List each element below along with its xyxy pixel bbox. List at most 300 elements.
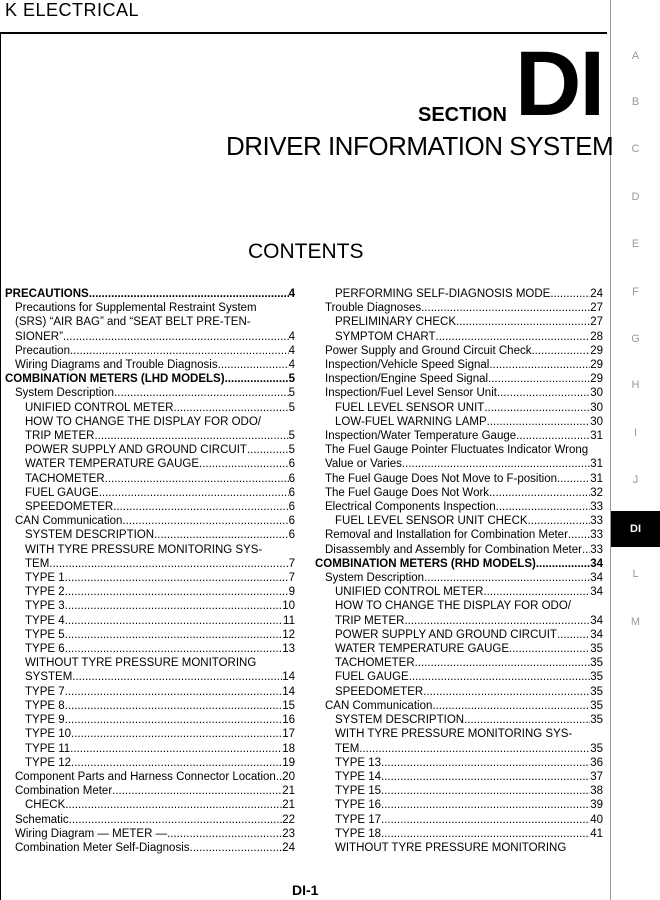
toc-entry-page: 14 bbox=[282, 671, 295, 684]
toc-entry[interactable] bbox=[5, 330, 295, 344]
toc-entry[interactable] bbox=[5, 628, 295, 642]
toc-leader-dots bbox=[65, 628, 283, 642]
toc-entry-page: 6 bbox=[288, 486, 295, 499]
toc-leader-dots bbox=[487, 415, 591, 429]
toc-entry[interactable] bbox=[315, 543, 603, 557]
toc-entry-title: TYPE 14 bbox=[335, 770, 382, 783]
toc-entry-page: 9 bbox=[288, 586, 295, 599]
toc-entry[interactable] bbox=[5, 287, 295, 301]
toc-entry-title: TYPE 5 bbox=[25, 628, 65, 641]
toc-entry-title: System Description bbox=[325, 572, 425, 585]
toc-entry-page: 5 bbox=[288, 387, 295, 400]
toc-entry[interactable] bbox=[315, 827, 603, 841]
toc-leader-dots bbox=[154, 528, 289, 542]
toc-entry-page: 6 bbox=[288, 458, 295, 471]
contents-title: CONTENTS bbox=[248, 240, 364, 263]
toc-entry-title: Inspection/Fuel Level Sensor Unit bbox=[325, 387, 497, 400]
toc-entry[interactable] bbox=[315, 770, 603, 784]
toc-leader-dots bbox=[359, 742, 590, 756]
toc-entry[interactable] bbox=[315, 670, 603, 684]
toc-entry[interactable] bbox=[315, 713, 603, 727]
toc-entry[interactable] bbox=[315, 656, 603, 670]
toc-entry-title: TYPE 8 bbox=[25, 699, 65, 712]
toc-leader-dots bbox=[381, 770, 590, 784]
toc-entry[interactable] bbox=[315, 358, 603, 372]
toc-entry[interactable] bbox=[5, 713, 295, 727]
toc-leader-dots bbox=[199, 457, 289, 471]
toc-entry-page: 34 bbox=[590, 586, 603, 599]
toc-entry-page: 24 bbox=[590, 288, 603, 300]
toc-entry-page: 41 bbox=[590, 827, 603, 840]
toc-entry-title: The Fuel Gauge Pointer Fluctuates Indicator Wrong bbox=[325, 444, 589, 457]
toc-leader-dots bbox=[483, 585, 590, 599]
toc-entry[interactable] bbox=[315, 401, 603, 415]
toc-entry-title: Precaution bbox=[15, 344, 70, 357]
toc-entry-page: 33 bbox=[590, 501, 603, 514]
toc-entry-title: FUEL GAUGE bbox=[335, 671, 409, 684]
toc-entry-page: 34 bbox=[590, 557, 603, 570]
section-tab-d[interactable]: D bbox=[631, 191, 640, 203]
toc-entry-title: WATER TEMPERATURE GAUGE bbox=[335, 643, 510, 656]
toc-entry-title: SPEEDOMETER bbox=[335, 685, 424, 698]
toc-entry[interactable] bbox=[315, 301, 603, 315]
toc-entry-page: 7 bbox=[288, 572, 295, 585]
toc-entry-title: TYPE 16 bbox=[335, 799, 382, 812]
toc-entry[interactable] bbox=[5, 358, 295, 372]
toc-entry-title: COMBINATION METERS (LHD MODELS) bbox=[5, 373, 225, 386]
toc-leader-dots bbox=[560, 472, 590, 486]
toc-entry-title: TYPE 6 bbox=[25, 643, 65, 656]
toc-entry-page: 5 bbox=[288, 444, 295, 457]
toc-entry[interactable] bbox=[315, 457, 603, 471]
toc-entry-title: SYSTEM DESCRIPTION bbox=[335, 714, 465, 727]
toc-entry[interactable] bbox=[315, 642, 603, 656]
toc-entry-page: 34 bbox=[590, 614, 603, 627]
toc-entry-page: 6 bbox=[288, 501, 295, 514]
toc-entry[interactable] bbox=[315, 585, 603, 599]
toc-leader-dots bbox=[225, 372, 289, 386]
toc-entry-title: TRIP METER bbox=[335, 614, 405, 627]
toc-entry-title: TACHOMETER bbox=[25, 472, 105, 485]
toc-entry-page: 21 bbox=[282, 799, 295, 812]
toc-entry[interactable] bbox=[5, 500, 295, 514]
toc-entry-title: TYPE 15 bbox=[335, 785, 382, 798]
toc-entry[interactable] bbox=[315, 386, 603, 400]
toc-leader-dots bbox=[536, 557, 590, 571]
toc-leader-dots bbox=[432, 699, 590, 713]
toc-leader-dots bbox=[122, 514, 288, 528]
toc-leader-dots bbox=[488, 372, 590, 386]
toc-entry-title: Inspection/Vehicle Speed Signal bbox=[325, 359, 490, 372]
toc-entry-page: 4 bbox=[288, 288, 295, 300]
toc-entry-title: HOW TO CHANGE THE DISPLAY FOR ODO/ bbox=[335, 600, 572, 613]
toc-right-column bbox=[315, 287, 603, 855]
toc-entry-title: PRELIMINARY CHECK bbox=[335, 316, 456, 329]
toc-entry-title: WITHOUT TYRE PRESSURE MONITORING bbox=[25, 657, 257, 670]
toc-leader-dots bbox=[72, 670, 282, 684]
toc-entry[interactable] bbox=[315, 514, 603, 528]
toc-entry[interactable] bbox=[5, 472, 295, 486]
toc-entry[interactable] bbox=[315, 372, 603, 386]
toc-leader-dots bbox=[566, 841, 603, 855]
toc-entry[interactable] bbox=[315, 287, 603, 301]
toc-entry[interactable] bbox=[5, 670, 295, 684]
toc-entry-title: TEM bbox=[335, 742, 360, 755]
toc-entry-page: 36 bbox=[590, 756, 603, 769]
toc-entry[interactable] bbox=[5, 443, 295, 457]
toc-entry-page: 35 bbox=[590, 671, 603, 684]
toc-leader-dots bbox=[65, 713, 283, 727]
toc-leader-dots bbox=[568, 528, 590, 542]
toc-leader-dots bbox=[257, 301, 295, 315]
toc-entry[interactable] bbox=[315, 571, 603, 585]
toc-entry-title: POWER SUPPLY AND GROUND CIRCUIT bbox=[335, 628, 557, 641]
toc-entry-page: 21 bbox=[282, 785, 295, 798]
toc-entry-title: SPEEDOMETER bbox=[25, 501, 114, 514]
toc-entry-title: TYPE 9 bbox=[25, 714, 65, 727]
toc-entry-title: TYPE 7 bbox=[25, 685, 65, 698]
toc-entry-title: System Description bbox=[15, 387, 115, 400]
toc-entry-title: FUEL GAUGE bbox=[25, 486, 99, 499]
toc-left-column bbox=[5, 287, 295, 855]
toc-leader-dots bbox=[218, 358, 289, 372]
toc-entry-title: CAN Communication bbox=[325, 699, 433, 712]
toc-entry[interactable] bbox=[315, 599, 603, 613]
toc-entry[interactable] bbox=[315, 685, 603, 699]
toc-leader-dots bbox=[381, 827, 590, 841]
toc-entry-page: 18 bbox=[282, 742, 295, 755]
toc-leader-dots bbox=[464, 713, 590, 727]
toc-entry-title: CHECK bbox=[25, 799, 66, 812]
toc-entry-page: 35 bbox=[590, 742, 603, 755]
toc-entry-title: Inspection/Engine Speed Signal bbox=[325, 373, 489, 386]
toc-entry[interactable] bbox=[5, 344, 295, 358]
toc-leader-dots bbox=[70, 344, 289, 358]
toc-entry-page: 30 bbox=[590, 401, 603, 414]
section-tab-m[interactable]: M bbox=[630, 616, 641, 628]
toc-entry-title: TRIP METER bbox=[25, 430, 95, 443]
toc-leader-dots bbox=[71, 727, 282, 741]
toc-entry-page: 38 bbox=[590, 785, 603, 798]
toc-entry-page: 4 bbox=[288, 359, 295, 372]
section-index-sidebar bbox=[611, 0, 660, 900]
toc-entry-page: 34 bbox=[590, 628, 603, 641]
toc-entry-title: Component Parts and Harness Connector Location bbox=[15, 770, 276, 783]
toc-entry-title: SIONER” bbox=[15, 330, 63, 343]
toc-entry-page: 35 bbox=[590, 685, 603, 698]
toc-entry-page: 4 bbox=[288, 344, 295, 357]
toc-entry-page: 15 bbox=[282, 699, 295, 712]
toc-entry-title: The Fuel Gauge Does Not Move to F-position. bbox=[325, 472, 561, 485]
toc-leader-dots bbox=[531, 344, 590, 358]
toc-entry[interactable] bbox=[5, 770, 295, 784]
toc-entry-title: TEM bbox=[25, 557, 50, 570]
toc-entry-title: COMBINATION METERS (RHD MODELS) bbox=[315, 557, 536, 570]
toc-leader-dots bbox=[167, 827, 282, 841]
toc-entry-page: 29 bbox=[590, 373, 603, 386]
toc-entry-page: 12 bbox=[282, 628, 295, 641]
toc-entry-title: TYPE 17 bbox=[335, 813, 382, 826]
toc-entry[interactable] bbox=[315, 472, 603, 486]
toc-entry-page: 16 bbox=[282, 714, 295, 727]
toc-entry-page: 5 bbox=[288, 373, 295, 386]
toc-entry-page: 6 bbox=[288, 472, 295, 485]
toc-entry-page: 39 bbox=[590, 799, 603, 812]
toc-entry[interactable] bbox=[5, 699, 295, 713]
toc-entry[interactable] bbox=[5, 841, 295, 855]
section-code: DI bbox=[515, 33, 603, 135]
toc-leader-dots bbox=[528, 514, 591, 528]
toc-entry[interactable] bbox=[315, 315, 603, 329]
toc-leader-dots bbox=[65, 699, 283, 713]
toc-entry[interactable] bbox=[5, 827, 295, 841]
toc-entry-title: HOW TO CHANGE THE DISPLAY FOR ODO/ bbox=[25, 415, 262, 428]
toc-entry-title: TYPE 4 bbox=[25, 614, 65, 627]
toc-entry[interactable] bbox=[315, 486, 603, 500]
toc-leader-dots bbox=[421, 301, 590, 315]
toc-entry-page: 32 bbox=[590, 486, 603, 499]
toc-leader-dots bbox=[404, 614, 590, 628]
section-tab-a[interactable]: A bbox=[631, 50, 640, 62]
toc-leader-dots bbox=[49, 557, 288, 571]
toc-leader-dots bbox=[94, 429, 288, 443]
toc-entry[interactable] bbox=[315, 628, 603, 642]
toc-entry[interactable] bbox=[5, 642, 295, 656]
toc-entry-title: TYPE 11 bbox=[25, 742, 71, 755]
toc-entry-title: Wiring Diagrams and Trouble Diagnosis bbox=[15, 359, 218, 372]
toc-entry-page: 27 bbox=[590, 316, 603, 329]
page-number: DI-1 bbox=[292, 882, 319, 898]
toc-leader-dots bbox=[65, 599, 283, 613]
toc-leader-dots bbox=[247, 443, 289, 457]
toc-entry[interactable] bbox=[315, 344, 603, 358]
toc-entry-page: 33 bbox=[590, 515, 603, 528]
header-label: K ELECTRICAL bbox=[5, 0, 140, 20]
toc-entry-title: PRECAUTIONS bbox=[5, 288, 89, 300]
toc-entry-page: 10 bbox=[282, 600, 295, 613]
toc-entry-title: TYPE 1 bbox=[25, 572, 65, 585]
toc-leader-dots bbox=[557, 628, 590, 642]
toc-entry[interactable] bbox=[315, 443, 603, 457]
toc-entry-title: WITH TYRE PRESSURE MONITORING SYS- bbox=[25, 543, 263, 556]
toc-entry-title: TYPE 10 bbox=[25, 728, 72, 741]
left-rule bbox=[0, 32, 1, 900]
toc-entry-title: Schematic bbox=[15, 813, 69, 826]
section-tab-f[interactable]: F bbox=[632, 286, 639, 298]
toc-entry-title: (SRS) “AIR BAG” and “SEAT BELT PRE-TEN- bbox=[15, 316, 251, 329]
toc-entry[interactable] bbox=[315, 330, 603, 344]
toc-entry[interactable] bbox=[5, 685, 295, 699]
toc-entry[interactable] bbox=[5, 742, 295, 756]
toc-entry-page: 30 bbox=[590, 415, 603, 428]
toc-entry[interactable] bbox=[315, 727, 603, 741]
toc-entry-page: 20 bbox=[282, 770, 295, 783]
toc-leader-dots bbox=[251, 315, 295, 329]
section-title: DRIVER INFORMATION SYSTEM bbox=[226, 131, 614, 161]
toc-entry[interactable] bbox=[5, 585, 295, 599]
toc-entry-title: Power Supply and Ground Circuit Check bbox=[325, 344, 532, 357]
toc-entry[interactable] bbox=[5, 315, 295, 329]
toc-entry-page: 4 bbox=[288, 330, 295, 343]
toc-entry-title: Trouble Diagnoses bbox=[325, 302, 422, 315]
toc-entry[interactable] bbox=[315, 415, 603, 429]
toc-leader-dots bbox=[65, 685, 283, 699]
toc-entry-page: 29 bbox=[590, 359, 603, 372]
toc-entry-page: 28 bbox=[590, 330, 603, 343]
toc-entry-page: 30 bbox=[590, 387, 603, 400]
toc-leader-dots bbox=[424, 571, 590, 585]
toc-entry-page: 23 bbox=[282, 827, 295, 840]
toc-entry[interactable] bbox=[5, 415, 295, 429]
section-tab-j[interactable]: J bbox=[632, 474, 639, 486]
toc-entry-title: Electrical Components Inspection bbox=[325, 501, 496, 514]
toc-entry-page: 17 bbox=[282, 728, 295, 741]
toc-entry-page: 29 bbox=[590, 344, 603, 357]
toc-entry-title: TYPE 13 bbox=[335, 756, 382, 769]
toc-entry-page: 24 bbox=[282, 841, 295, 854]
toc-entry[interactable] bbox=[315, 528, 603, 542]
toc-leader-dots bbox=[497, 386, 590, 400]
toc-leader-dots bbox=[436, 330, 591, 344]
toc-entry[interactable] bbox=[5, 457, 295, 471]
toc-entry[interactable] bbox=[315, 557, 603, 571]
toc-leader-dots bbox=[572, 727, 603, 741]
toc-entry-page: 40 bbox=[590, 813, 603, 826]
toc-entry-page: 13 bbox=[282, 643, 295, 656]
toc-leader-dots bbox=[256, 656, 295, 670]
toc-entry[interactable] bbox=[5, 813, 295, 827]
toc-entry-title: TYPE 18 bbox=[335, 827, 382, 840]
section-tab-h[interactable]: H bbox=[631, 379, 640, 391]
toc-entry[interactable] bbox=[315, 798, 603, 812]
toc-entry[interactable] bbox=[5, 486, 295, 500]
toc-entry[interactable] bbox=[5, 599, 295, 613]
toc-leader-dots bbox=[65, 571, 289, 585]
toc-leader-dots bbox=[571, 599, 603, 613]
section-tab-g[interactable]: G bbox=[631, 333, 640, 345]
toc-entry-page: 33 bbox=[590, 543, 603, 556]
toc-entry-title: TYPE 2 bbox=[25, 586, 65, 599]
toc-entry-title: TACHOMETER bbox=[335, 657, 415, 670]
toc-entry-title: TYPE 12 bbox=[25, 756, 72, 769]
toc-leader-dots bbox=[262, 543, 295, 557]
toc-entry[interactable] bbox=[5, 614, 295, 628]
toc-leader-dots bbox=[409, 670, 591, 684]
toc-entry[interactable] bbox=[5, 514, 295, 528]
toc-leader-dots bbox=[70, 742, 282, 756]
toc-leader-dots bbox=[65, 614, 283, 628]
toc-entry-title: Disassembly and Assembly for Combination Meter bbox=[325, 543, 582, 556]
toc-leader-dots bbox=[415, 656, 591, 670]
toc-entry[interactable] bbox=[5, 571, 295, 585]
toc-leader-dots bbox=[550, 287, 590, 301]
toc-entry[interactable] bbox=[5, 656, 295, 670]
toc-entry-page: 31 bbox=[590, 458, 603, 471]
toc-entry-page: 11 bbox=[283, 614, 295, 627]
toc-entry-title: LOW-FUEL WARNING LAMP bbox=[335, 415, 487, 428]
toc-entry[interactable] bbox=[5, 372, 295, 386]
toc-entry[interactable] bbox=[5, 543, 295, 557]
toc-entry-page: 7 bbox=[288, 557, 295, 570]
toc-entry-title: Precautions for Supplemental Restraint System bbox=[15, 302, 257, 315]
section-tab-c[interactable]: C bbox=[631, 143, 640, 155]
toc-entry[interactable] bbox=[5, 301, 295, 315]
toc-entry[interactable] bbox=[5, 784, 295, 798]
toc-entry[interactable] bbox=[5, 429, 295, 443]
toc-entry[interactable] bbox=[5, 528, 295, 542]
section-tab-b[interactable]: B bbox=[631, 96, 640, 108]
section-tab-di[interactable]: DI bbox=[611, 511, 660, 547]
toc-leader-dots bbox=[63, 330, 289, 344]
toc-entry[interactable] bbox=[315, 699, 603, 713]
toc-entry-page: 19 bbox=[282, 756, 295, 769]
toc-entry-title: TYPE 3 bbox=[25, 600, 65, 613]
toc-entry-page: 6 bbox=[288, 515, 295, 528]
toc-leader-dots bbox=[261, 415, 295, 429]
toc-entry-page: 35 bbox=[590, 714, 603, 727]
section-tab-l[interactable]: L bbox=[632, 568, 639, 580]
toc-entry[interactable] bbox=[5, 557, 295, 571]
section-tab-e[interactable]: E bbox=[631, 238, 640, 250]
toc-entry-title: Wiring Diagram — METER — bbox=[15, 827, 168, 840]
toc-entry[interactable] bbox=[315, 614, 603, 628]
toc-entry-title: UNIFIED CONTROL METER bbox=[335, 586, 484, 599]
toc-entry-page: 35 bbox=[590, 657, 603, 670]
toc-entry-title: WATER TEMPERATURE GAUGE bbox=[25, 458, 200, 471]
toc-entry-title: SYSTEM DESCRIPTION bbox=[25, 529, 155, 542]
toc-entry[interactable] bbox=[315, 841, 603, 855]
toc-entry-page: 31 bbox=[590, 430, 603, 443]
toc-leader-dots bbox=[588, 443, 603, 457]
toc-entry-title: PERFORMING SELF-DIAGNOSIS MODE bbox=[335, 288, 551, 300]
toc-entry-page: 27 bbox=[590, 302, 603, 315]
toc-entry-title: Removal and Installation for Combination Meter bbox=[325, 529, 568, 542]
toc-entry[interactable] bbox=[315, 742, 603, 756]
toc-entry[interactable] bbox=[5, 798, 295, 812]
toc-entry[interactable] bbox=[315, 429, 603, 443]
toc-leader-dots bbox=[71, 756, 282, 770]
toc-entry-title: Combination Meter bbox=[15, 785, 113, 798]
toc-leader-dots bbox=[509, 642, 590, 656]
toc-entry-page: 22 bbox=[282, 813, 295, 826]
toc-entry-title: Combination Meter Self-Diagnosis bbox=[15, 841, 190, 854]
toc-entry[interactable] bbox=[315, 756, 603, 770]
toc-leader-dots bbox=[496, 500, 591, 514]
toc-leader-dots bbox=[190, 841, 283, 855]
toc-entry-page: 37 bbox=[590, 770, 603, 783]
toc-leader-dots bbox=[405, 457, 590, 471]
toc-leader-dots bbox=[113, 500, 288, 514]
toc-entry-page: 35 bbox=[590, 643, 603, 656]
toc-leader-dots bbox=[484, 401, 590, 415]
toc-entry-page: 35 bbox=[590, 699, 603, 712]
toc-leader-dots bbox=[381, 813, 590, 827]
toc-entry-title: The Fuel Gauge Does Not Work. bbox=[325, 486, 493, 499]
toc-entry-title: CAN Communication bbox=[15, 515, 123, 528]
toc-entry[interactable] bbox=[5, 386, 295, 400]
toc-entry[interactable] bbox=[5, 727, 295, 741]
section-tab-i[interactable]: I bbox=[633, 427, 638, 439]
toc-leader-dots bbox=[381, 756, 590, 770]
toc-entry[interactable] bbox=[5, 401, 295, 415]
toc-entry[interactable] bbox=[5, 756, 295, 770]
toc-leader-dots bbox=[65, 798, 282, 812]
toc-leader-dots bbox=[105, 472, 289, 486]
toc-entry[interactable] bbox=[315, 813, 603, 827]
toc-leader-dots bbox=[99, 486, 289, 500]
toc-entry[interactable] bbox=[315, 784, 603, 798]
toc-entry[interactable] bbox=[315, 500, 603, 514]
